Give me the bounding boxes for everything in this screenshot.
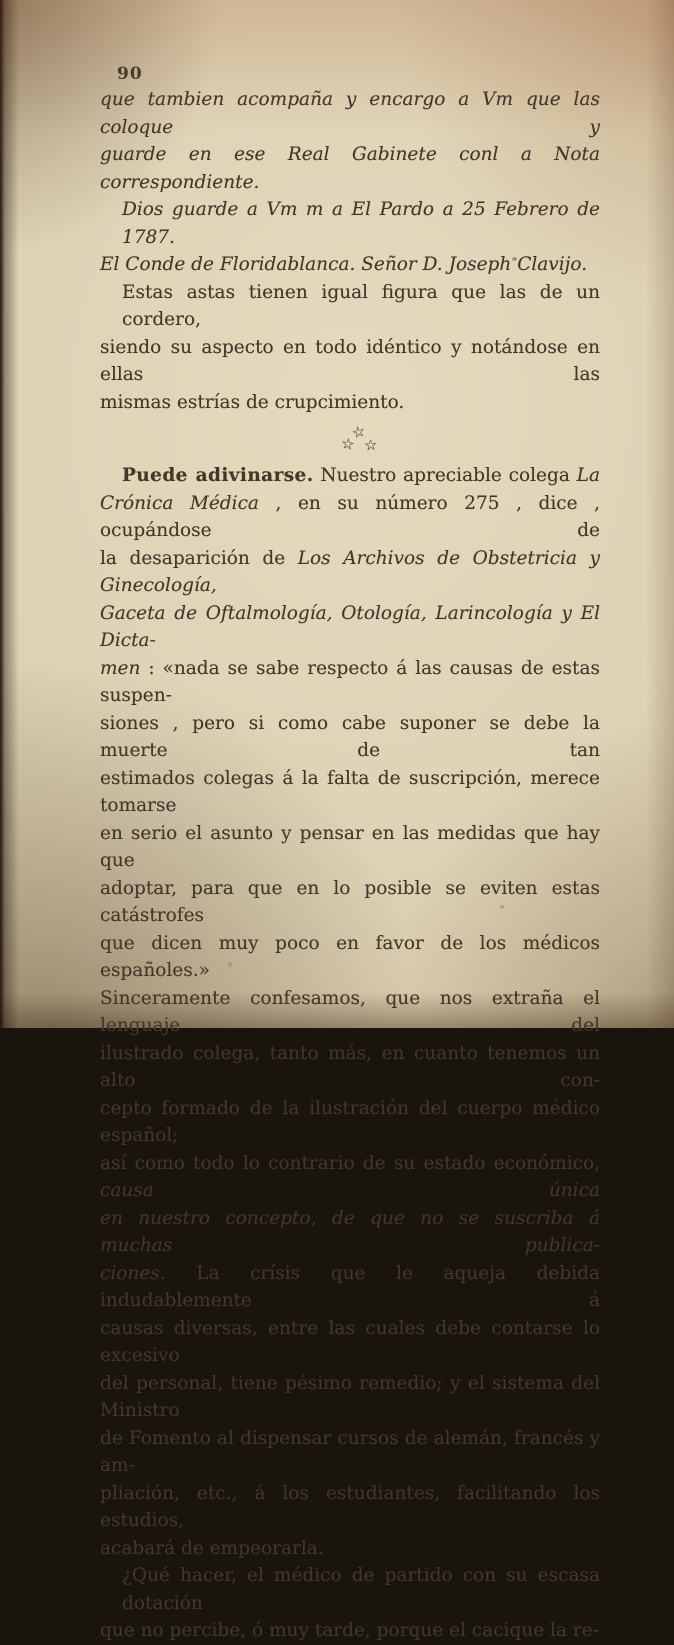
text-run: El Conde de Floridablanca. Señor D. Joseph Clavijo.: [100, 254, 588, 275]
text-run: men: [100, 657, 141, 679]
text-run: que tambien acompaña y encargo a Vm que las coloque y: [100, 89, 600, 138]
text-run: Dios guarde a Vm m a El Pardo a 25 Febrero de 1787.: [122, 199, 600, 248]
text-line: [100, 196, 600, 251]
puede-adivinarse-article: [100, 462, 600, 1562]
horns-note: [100, 279, 600, 417]
text-line: [100, 462, 600, 490]
text-run: así como todo lo contrario de su estado económico,: [100, 1152, 600, 1174]
text-run: ilustrado colega, tanto más, en cuanto tenemos un alto con-: [100, 1042, 600, 1091]
text-line: [100, 1535, 600, 1563]
text-run: guarde en ese Real Gabinete conl a Nota correspondiente.: [100, 144, 600, 193]
text-run: cepto formado de la ilustración del cuerpo médico español;: [100, 1097, 600, 1146]
page-number: 90: [117, 64, 143, 84]
text-run: Puede adivinarse.: [122, 465, 314, 486]
text-line: [100, 141, 600, 196]
three-star-divider: [100, 421, 600, 455]
text-line: [100, 1425, 600, 1480]
text-line: [100, 1315, 600, 1370]
text-line: [100, 86, 600, 141]
text-run: Sinceramente confesamos, que nos extraña el lenguaje del: [100, 987, 600, 1036]
text-line: [100, 1480, 600, 1535]
text-line: [100, 710, 600, 765]
text-run: La crísis que le aqueja debida indudablemente á: [100, 1262, 600, 1311]
text-run: la desaparición de: [100, 547, 298, 569]
letter-excerpt: [100, 86, 600, 279]
text-line: [100, 1040, 600, 1095]
text-line: [100, 1617, 600, 1645]
text-line: [100, 765, 600, 820]
text-run: Gaceta de Oftalmología, Otología, Larincología y El Dicta-: [100, 602, 600, 651]
text-line: [100, 655, 600, 710]
text-run: ¿Qué hacer, el médico de partido con su escasa dotación: [122, 1565, 600, 1614]
text-line: [100, 251, 600, 279]
text-run: causas diversas, entre las cuales debe contarse lo excesivo: [100, 1317, 600, 1366]
text-run: : «nada se sabe respecto á las causas de estas suspen-: [100, 657, 600, 706]
text-run: , en su número 275 , dice , ocupándose de: [100, 492, 601, 541]
text-run: causa única: [100, 1180, 600, 1201]
text-line: [100, 1562, 600, 1617]
text-run: en serio el asunto y pensar en las medidas que hay que: [100, 822, 600, 871]
text-line: [100, 1095, 600, 1150]
text-run: siendo su aspecto en todo idéntico y notándose en ellas las: [100, 336, 600, 385]
text-line: [100, 1370, 600, 1425]
text-run: estimados colegas á la falta de suscripción, merece tomarse: [100, 767, 600, 816]
text-block: [100, 86, 600, 1645]
text-run: que no percibe, ó muy tarde, porque el cacique la re-: [100, 1620, 599, 1641]
text-run: de Fomento al dispensar cursos de alemán, francés y am-: [100, 1427, 600, 1476]
text-run: Nuestro apreciable colega: [313, 465, 577, 486]
text-line: [100, 1150, 600, 1205]
star-icon: ☆: [339, 434, 356, 454]
text-run: mismas estrías de crupcimiento.: [100, 391, 405, 413]
star-icon: ☆: [363, 435, 379, 455]
text-line: [100, 600, 600, 655]
text-run: siones , pero si como cabe suponer se debe la muerte de tan: [100, 712, 600, 761]
text-run: Crónica Médica: [100, 492, 259, 514]
text-run: La: [576, 465, 600, 486]
star-icon: ☆: [349, 421, 368, 443]
text-run: adoptar, para que en lo posible se eviten estas catástrofes: [100, 877, 600, 926]
text-line: [100, 985, 600, 1040]
text-line: [100, 1205, 600, 1260]
text-line: [100, 875, 600, 930]
text-line: [100, 490, 600, 545]
text-run: ciones.: [100, 1262, 166, 1284]
text-line: [100, 930, 600, 985]
text-run: en nuestro concepto, de que no se suscriba á muchas publica-: [100, 1207, 600, 1256]
text-run: pliación, etc., á los estudiantes, facilitando los estudios,: [100, 1482, 600, 1531]
text-line: [100, 334, 600, 389]
text-run: acabará de empeorarla.: [100, 1537, 324, 1559]
text-run: del personal, tiene pésimo remedio; y el sistema del Ministro: [100, 1372, 600, 1421]
text-line: [100, 1260, 600, 1315]
text-run: Estas astas tienen igual figura que las de un cordero,: [122, 281, 600, 330]
text-run: Los Archivos de Obstetricia y Ginecología,: [100, 547, 600, 596]
text-line: [100, 279, 600, 334]
que-hacer-paragraph: [100, 1562, 600, 1645]
text-line: [100, 545, 600, 600]
text-run: que dicen muy poco en favor de los médicos españoles.»: [100, 932, 600, 981]
text-line: [100, 820, 600, 875]
text-line: [100, 389, 600, 417]
